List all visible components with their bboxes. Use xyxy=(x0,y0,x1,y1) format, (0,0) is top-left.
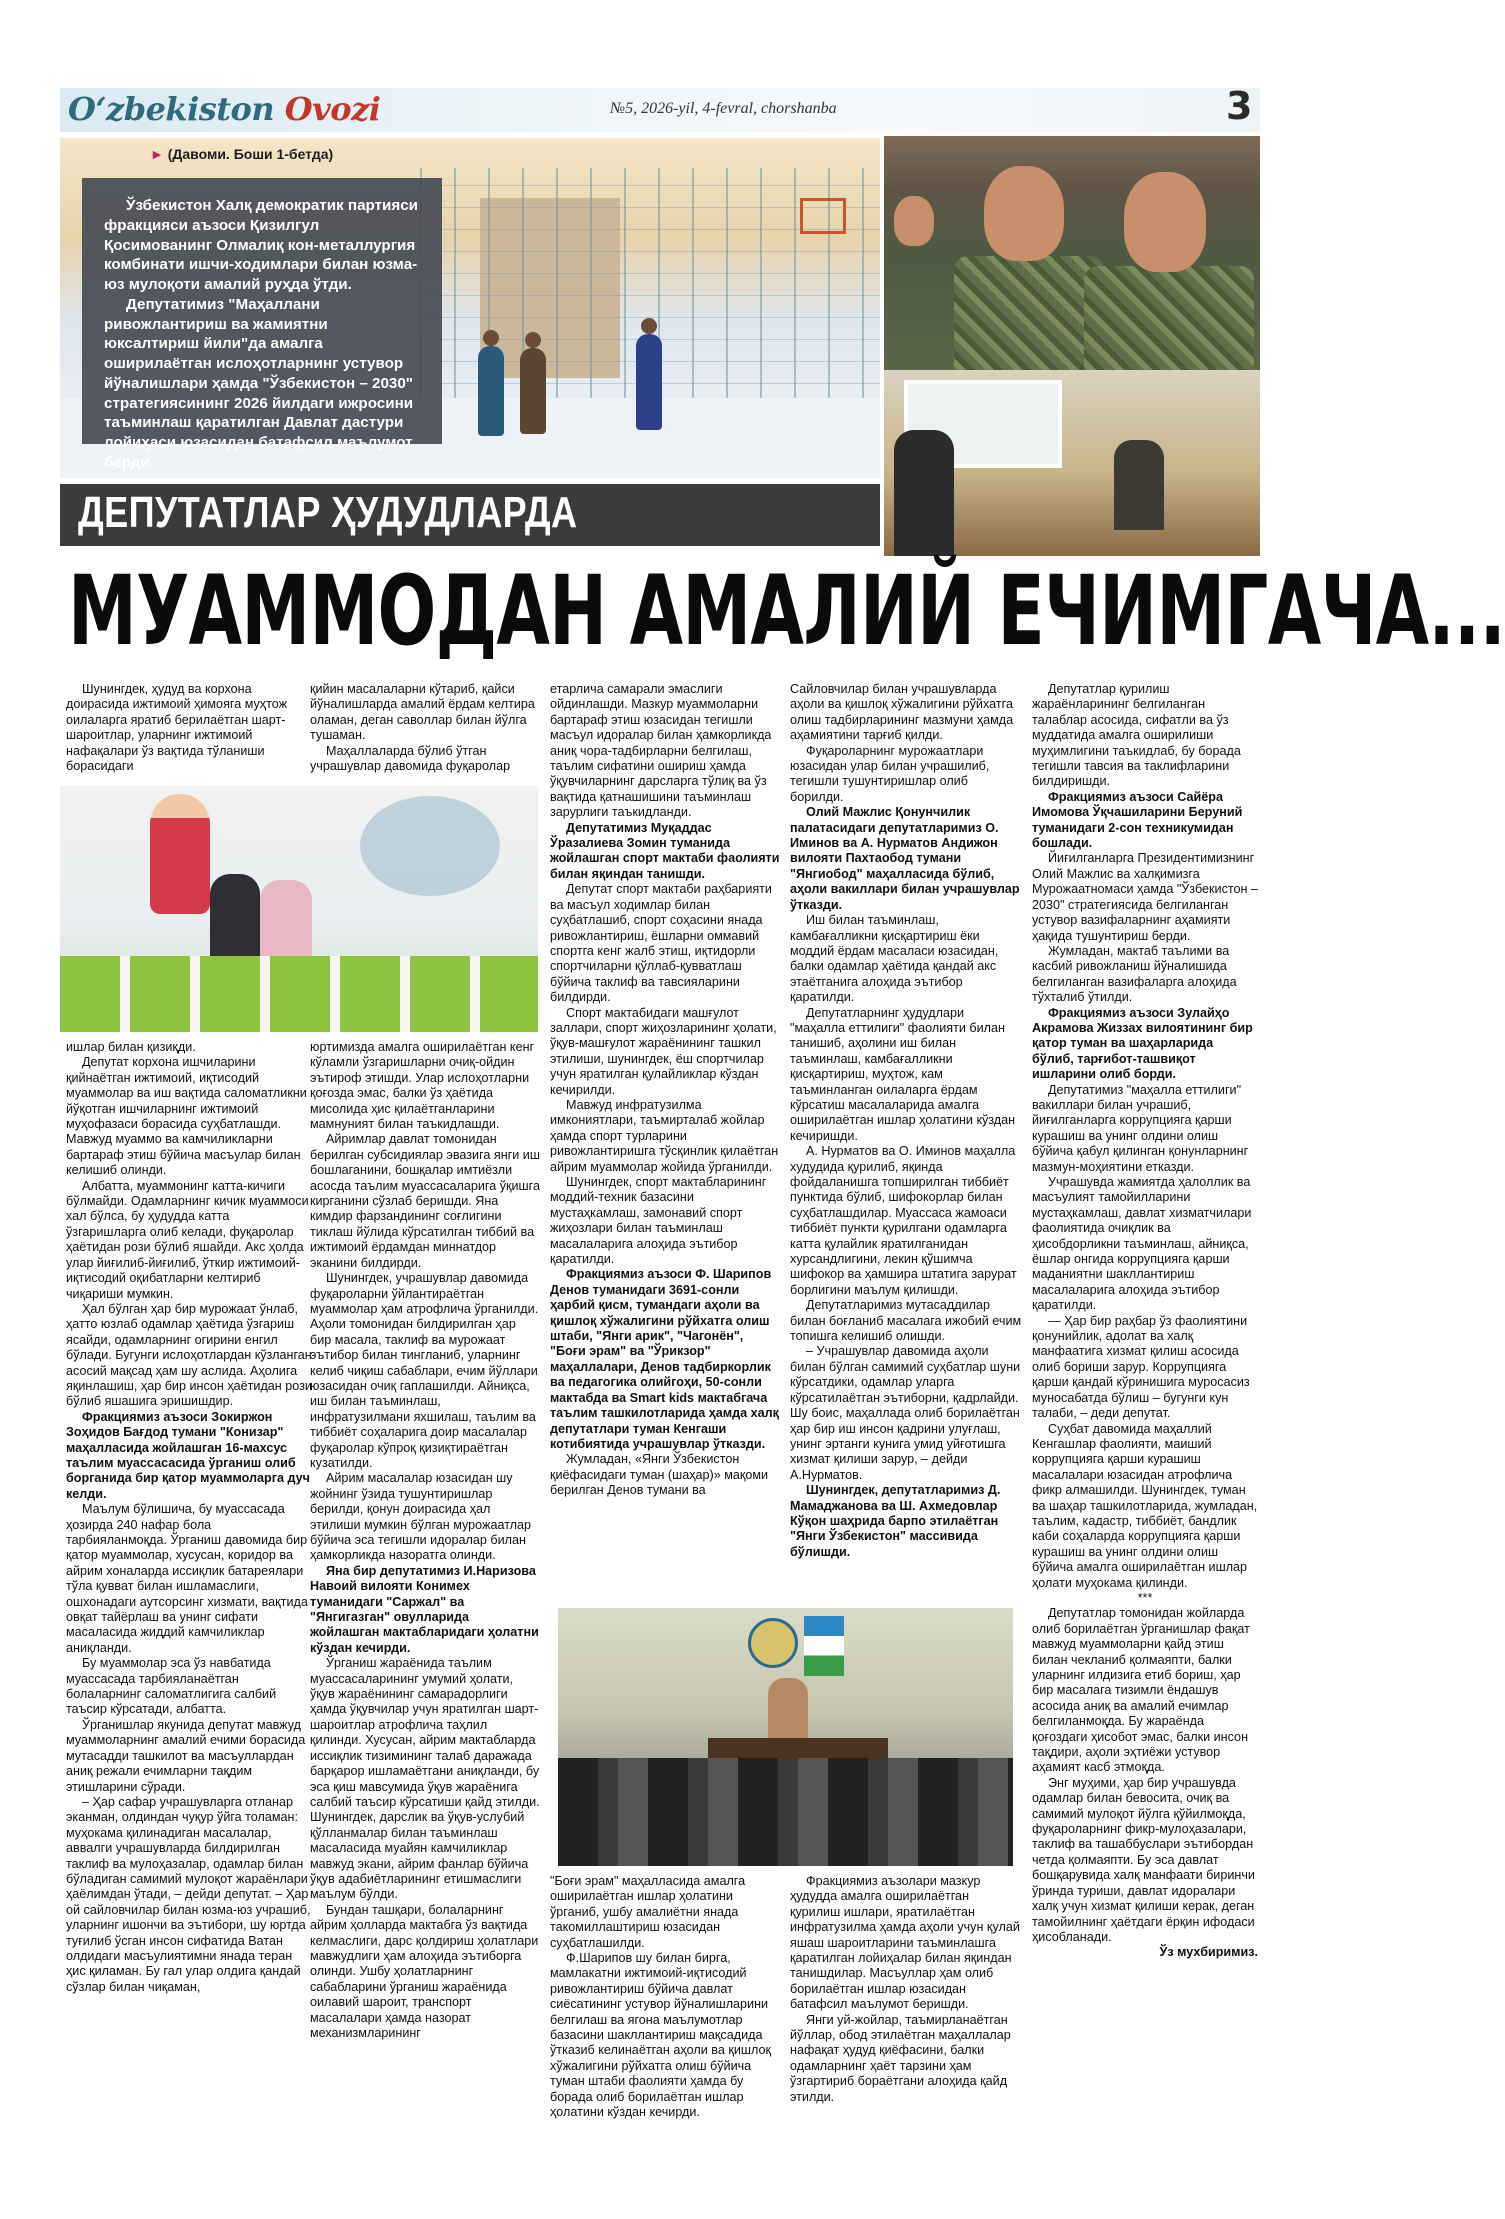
article-paragraph: Айримлар давлат томонидан берилган субсидиялар эвазига янги иш бошлаганини, бошқалар имтиёзли асосда таълим муассасаларига ўқишга кирганини сўзлаб беришди. Яна кимдир фарзандининг соғлигини тиклаш йўлида кўрсатилган тиббий ва ижтимоий ёрдамдан миннатдор эканини билдирди. xyxy=(310,1132,540,1270)
article-paragraph: Фракциямиз аъзолари мазкур ҳудудда амалга оширилаётган қурилиш ишлари, яратилаётган инфратузилма ҳамда аҳоли учун қулай яшаш шароитларини таъминлашга қаратилган лойиҳалар билан яқиндан танишдилар. Масъуллар ҳам олиб борилаётган ишлар юзасидан батафсил маълумот беришди. xyxy=(790,1874,1020,2012)
article-paragraph: Депутатимиз "маҳалла еттилиги" вакиллари билан учрашиб, йиғилганларга коррупцияга қарши курашиш ва унинг олдини олиш бўйича қабул қилинган қонунларнинг мазмун-моҳиятини етказди. xyxy=(1032,1082,1249,1174)
photo-audience xyxy=(558,1758,1013,1866)
logo-word-2: Ovozi xyxy=(284,90,381,128)
article-paragraph: Фуқароларнинг мурожаатлари юзасидан улар билан учрашилиб, тегишли тушунтиришлар олиб борилди. xyxy=(790,743,990,804)
column-2-top xyxy=(310,682,540,774)
article-paragraph: етарлича самарали эмаслиги ойдинлашди. Мазкур муаммоларни бартараф этиш юзасидан тегишли масъул идоралар билан ҳамкорликда аниқ чора-тадбирларни белгилаш, таълим сифатини ошириш ҳамда ўқувчиларнинг дарсларга тўлиқ ва ўз вақтида қатнашишини таъминлаш зарурлиги таъкидланди. xyxy=(550,682,772,820)
photo-person xyxy=(478,346,504,436)
article-paragraph: Ҳал бўлган ҳар бир мурожаат ўнлаб, ҳатто юзлаб одамлар ҳаётида ўзгариш ясайди, одамларнинг огирини енгил бўлади. Бугунги ислоҳотлардан кўзланган асосий мақсад ҳам шу аслида. Аҳолига яқинлашиш, ҳар бир инсон ҳаётидан рози бўлиб яшашига эришишдир. xyxy=(66,1301,312,1409)
article-paragraph: Бундан ташқари, болаларнинг айрим ҳолларда мактабга ўз вақтида келмаслиги, дарс қолдириш ҳолатлари мавжудлиги ҳам алоҳида эътиборга олинди. Ушбу ҳолатларнинг сабабларини ўрганиш жараёнида оилавий шароит, транспорт масалалари ҳамда назорат механизмларининг xyxy=(310,1902,539,2040)
article-paragraph: Шунингдек, депутатларимиз Д. Мамаджанова ва Ш. Ахмедовлар Кўқон шаҳрида барпо этилаётган "Янги Ўзбекистон" массивида бўлишди. xyxy=(790,1483,1001,1559)
column-1-bottom xyxy=(66,1040,312,1995)
page-number: 3 xyxy=(1226,84,1253,128)
photo-soldiers xyxy=(884,136,1260,406)
article-paragraph: Янги уй-жойлар, таъмирланаётган йўллар, обод этилаётган маҳаллалар нафақат ҳудуд қиёфасини, балки одамларнинг ҳаёт тарзини ҳам ўзгартириб бораётгани алоҳида қайд этилди. xyxy=(790,2012,1011,2104)
article-paragraph: Сайловчилар билан учрашувларда аҳоли ва қишлоқ хўжалигини рўйхатга олиш тадбирларининг мазмуни ҳамда аҳамиятини тарғиб қилди. xyxy=(790,682,1014,743)
article-paragraph: Ўрганиш жараёнида таълим муассасаларининг умумий ҳолати, ўқув жараёнининг самарадорлиги ҳамда ўқувчилар учун яратилган шарт-шароитлар атрофлича таҳлил қилинди. Хусусан, айрим мактабларда иссиқлик тизимининг талаб даражада барқарор ишламаётгани аниқланди, бу эса қиш мавсумида ўқув жараёнига салбий таъсир кўрсатиши қайд этилди. Шунингдек, дарслик ва ўқув-услубий қўлланмалар билан таъминлаш масаласида муайян камчиликлар мавжуд экани, айрим фанлар бўйича ўқув адабиётларининг етишмаслиги маълум бўлди. xyxy=(310,1656,540,1902)
article-paragraph: Шунингдек, спорт мактабларининг моддий-техник базасини мустаҳкамлаш, замонавий спорт жиҳозлари билан таъминлаш масалаларига алоҳида эътибор қаратилди. xyxy=(550,1175,767,1267)
photo-emblem xyxy=(748,1618,798,1668)
article-paragraph: Маълум бўлишича, бу муассасада ҳозирда 240 нафар бола тарбияланмоқда. Ўрганиш давомида бир қатор муаммолар, хусусан, коридор ва айрим хоналарда иссиқлик батареялари тўла қувват билан ишламаслиги, ошхонадаги аутсорсинг хизмати, вақтида овқат тайёрлаш ва унинг сифати масаласида жиддий камчиликлар аниқланди. xyxy=(66,1502,308,1655)
photo-face xyxy=(984,166,1064,261)
headline xyxy=(68,555,1505,667)
article-paragraph: юртимизда амалга оширилаётган кенг кўламли ўзгаришларни очиқ-ойдин эътироф этишди. Улар ислоҳотларни қоғозда эмас, балки ўз ҳаётида мисолида ҳис қилаётганларини мамнуният билан таъкидлашди. xyxy=(310,1040,535,1132)
article-paragraph: Ўз мухбиримиз. xyxy=(1159,1945,1258,1960)
lead-paragraph: Депутатимиз "Маҳаллани ривожлантириш ва жамиятни юксалтириш йили"да амалга оширилаётган ислоҳотларнинг устувор йўналишлари ҳамда "Ўзбекистон – 2030" стратегиясининг 2026 йилдаги ижросини таъминлаш қаратилган Давлат дастури лойиҳаси юзасидан батафсил маълумот берди. xyxy=(104,295,414,471)
article-paragraph: Энг муҳими, ҳар бир учрашувда одамлар билан бевосита, очиқ ва самимий мулоқот йўлга қўйилмоқда, фуқароларнинг фикр-мулоҳазалари, таклиф ва ташаббуслари эътибордан четда қолмаяпти. Бу эса давлат бошқарувида халқ манфаати биринчи ўринда туриши, давлат идоралари халқ учун хизмат қилиши керак, деган тамойилнинг ҳаётдаги ёрқин ифодаси ҳисобланади. xyxy=(1032,1775,1255,1944)
column-2-bottom xyxy=(310,1040,540,2041)
column-4-bottom xyxy=(790,1874,1022,2105)
article-paragraph: Мавжуд инфратузилма имкониятлари, таъмирталаб жойлар ҳамда спорт турларини ривожлантиришга тўсқинлик қилаётган айрим муаммолар жойида ўрганилди. xyxy=(550,1097,779,1174)
newspaper-logo[interactable] xyxy=(68,90,380,128)
photo-person xyxy=(1114,440,1164,530)
article-paragraph: *** xyxy=(1137,1590,1153,1605)
article-paragraph: Айрим масалалар юзасидан шу жойнинг ўзида тушунтиришлар берилди, қонун доирасида ҳал этилиши мумкин бўлган мурожаатлар бўйича эса тегишли идоралар билан ҳамкорликда назоратга олинди. xyxy=(310,1471,532,1563)
article-paragraph: Бу муаммолар эса ўз навбатида муассасада тарбияланаётган болаларнинг саломатлигига салбий таъсир кўрсатади, албатта. xyxy=(66,1656,277,1717)
article-paragraph: Албатта, муаммонинг катта-кичиги бўлмайди. Одамларнинг кичик муаммоси хал бўлса, бу ҳудудда катта ўзгаришларга олиб келади, фуқаролар ҳаётидан рози бўлиб яшайди. Акс ҳолда улар йиғилиб-йиғилиб, ўткир ижтимоий-иқтисодий оқибатларни келтириб чиқариши мумкин. xyxy=(66,1178,309,1301)
article-paragraph: "Боғи эрам" маҳалласида амалга оширилаётган ишлар ҳолатини ўрганиб, ушбу амалиётни янада такомиллаштириш юзасидан суҳбатлашилди. xyxy=(550,1874,746,1950)
photo-face xyxy=(1124,172,1206,272)
column-4 xyxy=(790,682,1022,1560)
photo-person xyxy=(894,430,954,556)
article-paragraph: қийин масалаларни кўтариб, қайси йўналишларда амалий ёрдам келтира оламан, деган саволлар билан йўлга тушаман. xyxy=(310,682,535,743)
kicker-text: ДЕПУТАТЛАР ҲУДУДЛАРДА xyxy=(78,488,578,537)
article-paragraph: Фракциямиз аъзоси Зокиржон Зоҳидов Бағдод тумани "Конизар" маҳалласида жойлашган 16-махсус таълим муассасасида ўрганиш олиб борганида бир қатор муаммоларга дуч келди. xyxy=(66,1409,310,1501)
photo-person xyxy=(636,334,662,430)
article-paragraph: ишлар билан қизиқди. xyxy=(66,1040,196,1054)
photo-cots xyxy=(60,956,538,1032)
article-paragraph: Иш билан таъминлаш, камбағалликни қисқартириш ёки моддий ёрдам масаласи юзасидан, балки одамлар ҳаётида қандай акс этаётганига алоҳида эътибор қаратилди. xyxy=(790,913,999,1005)
article-paragraph: — Ҳар бир раҳбар ўз фаолиятини қонунийлик, адолат ва халқ манфаатига хизмат қилиш асосида олиб бориши зарур. Коррупцияга қарши қандай кўринишига муросасиз муносабатда бўлиш – бугунги кун талаби, – деди депутат. xyxy=(1032,1313,1250,1421)
article-paragraph: Маҳаллаларда бўлиб ўтган учрашувлар давомида фуқаролар xyxy=(310,743,511,774)
article-paragraph: Депутат спорт мактаби раҳбарияти ва масъул ходимлар билан суҳбатлашиб, спорт соҳасини янада ривожлантириш, ёшларни оммавий спортга кенг жалб этиш, иқтидорли спортчиларни қўллаб-қувватлаш бўйича таклиф ва тавсияларини билдирди. xyxy=(550,882,772,1005)
article-paragraph: Жумладан, «Янги Ўзбекистон қиёфасидаги туман (шаҳар)» мақоми берилган Денов тумани ва xyxy=(550,1452,769,1498)
article-paragraph: Жумладан, мактаб таълими ва касбий ривожланиш йўналишида белгиланган вазифаларга алоҳида тўхталиб ўтилди. xyxy=(1032,943,1237,1005)
column-3-bottom xyxy=(550,1874,780,2121)
article-paragraph: Депутатлар қурилиш жараёнларининг белгиланган талаблар асосида, сифатли ва ўз муддатида амалга оширилиши муҳимлигини таъкидлаб, бу борада тегишли тавсия ва таклифларини билдиришди. xyxy=(1032,682,1241,789)
article-paragraph: Депутатларнинг ҳудудлари "маҳалла еттилиги" фаолияти билан танишиб, аҳолини иш билан таъминлаш, камбағалликни қисқартириш, муҳтож, кам таъминланган оилаларга ёрдам кўрсатиш масалаларида амалга оширилаётган ишлар ҳолатини кўздан кечиришди. xyxy=(790,1005,1016,1143)
article-paragraph: Депутатимиз Муқаддас Ўразалиева Зомин туманида жойлашган спорт мактаби фаолияти билан яқиндан танишди. xyxy=(550,820,780,881)
basketball-hoop xyxy=(800,198,846,234)
article-paragraph: Фракциямиз аъзоси Зулайҳо Акрамова Жиззах вилоятининг бир қатор туман ва шаҳарларида бўлиб, тарғибот-ташвиқот ишларини олиб борди. xyxy=(1032,1005,1253,1082)
photo-mural-doll xyxy=(150,794,210,914)
continued-label: (Давоми. Боши 1-бетда) xyxy=(167,146,334,162)
article-paragraph: Шунингдек, учрашувлар давомида фуқароларни ўйлантираётган муаммолар ҳам атрофлича ўрганилди. Аҳоли томонидан билдирилган ҳар бир масала, таклиф ва мурожаат эътибор билан тингланиб, уларнинг келиб чиқиш сабаблари, ечим йўллари юзасидан очиқ гаплашилди. Айниқса, иш билан таъминлаш, инфратузилмани яхшилаш, таълим ва тиббиёт соҳаларига доир масалалар фуқаролар кўпроқ қизиқтираётган кузатилди. xyxy=(310,1271,539,1470)
article-paragraph: Шунингдек, ҳудуд ва корхона доирасида ижтимоий ҳимояга муҳтож оилаларга яратиб берилаётган шарт-шароитлар, уларнинг ижтимоий нафақалари ўз вақтида тўланиши борасидаги xyxy=(66,682,288,774)
article-paragraph: Спорт мактабидаги машғулот заллари, спорт жиҳозларининг ҳолати, ўқув-машғулот жараёнининг ташкил этилиши, шунингдек, ёш спортчилар учун яратилган қулайликлар кўздан кечирилди. xyxy=(550,1005,777,1097)
triangle-icon: ► xyxy=(150,146,164,162)
section-kicker xyxy=(60,484,880,546)
logo-word-1: O‘zbekiston xyxy=(68,90,275,128)
article-paragraph: Фракциямиз аъзоси Ф. Шарипов Денов туманидаги 3691-сонли ҳарбий қисм, тумандаги аҳоли ва қишлоқ хўжалигини рўйхатга олиш штаби, "Янги арик", "Чагонён", "Боғи эрам" ва "Ўрикзор" маҳаллалари, Денов тадбиркорлик ва педагогика олийгоҳи, 50-сонли мактабда ва Smart kids мактабгача таълим ташкилотларида ҳамда халқ депутатлари туман Кенгаши котибиятида учрашувлар ўтказди. xyxy=(550,1267,779,1451)
column-1-top xyxy=(66,682,312,774)
article-paragraph: Олий Мажлис Қонунчилик палатасидаги депутатларимиз О. Иминов ва А. Нурматов Андижон вилояти Пахтаобод тумани "Янгиобод" маҳалласида бўлиб, аҳоли вакиллари билан учрашувлар ўтказди. xyxy=(790,805,1020,912)
photo-person xyxy=(520,348,546,434)
article-paragraph: Йиғилганларга Президентимизнинг Олий Мажлис ва халқимизга Мурожаатномаси ҳамда "Ўзбекистон – 2030" стратегиясида белгиланган устувор вазифаларнинг аҳамияти ҳақида тушунтириш берди. xyxy=(1032,851,1258,943)
article-paragraph: Депутат корхона ишчиларини қийнаётган ижтимоий, иқтисодий муаммолар ва иш вақтида саломатликни йўқотган ишчиларнинг ижтимоий муҳофазаси борасида суҳбатлашди. Мавжуд муаммо ва камчиликларни бартараф этиш бўйича масъулар билан келишиб олинди. xyxy=(66,1055,307,1178)
article-paragraph: Депутатларимиз мутасаддилар билан боғланиб масалага ижобий ечим топишга келишиб олишди. xyxy=(790,1298,1022,1344)
column-3 xyxy=(550,682,780,1499)
article-paragraph: – Ҳар сафар учрашувларга отланар эканман, олдиндан чуқур ўйга толаман: муҳокама қилинадиган масалалар, аввалги учрашувларда билдирилган таклиф ва мулоҳазалар, одамлар билан бўладиган самимий мулоқот жараёнлари ҳаёлимдан ўтади, – дейди депутат. – Ҳар ой сайловчилар билан юзма-юз учрашиб, уларнинг ишончи ва эътибори, шу юртда туғилиб ўсган инсон сифатида Ватан олдидаги масъулиятимни янада теран ҳис қиламан. Бу гал улар олдига қандай сўзлар билан чиқаман, xyxy=(66,1794,311,1994)
lead-box xyxy=(82,178,442,471)
lead-paragraph: Ўзбекистон Халқ демократик партияси фракцияси аъзоси Қизилгул Қосимованинг Олмалиқ кон-металлургия комбинати ишчи-ходимлари билан юзма-юз мулоқоти амалий руҳда ўтди. xyxy=(104,197,419,293)
article-paragraph: Фракциямиз аъзоси Сайёра Имомова Ўқчашиларини Беруний туманидаги 2-сон техникумидан бошлади. xyxy=(1032,789,1243,851)
article-paragraph: Депутатлар томонидан жойларда олиб борилаётган ўрганишлар фақат мавжуд муаммоларни қайд этиш билан чекланиб қолмаяпти, балки уларнинг илдизига етиб бориш, ҳар бир масалага тизимли ёндашув асосида аниқ ва амалий ечимлар белгиланмоқда. Бу жараёнда қоғоздаги ҳисобот эмас, балки инсон тақдири, аҳоли эҳтиёжи устувор аҳамият касб этмоқда. xyxy=(1032,1606,1250,1775)
headline-text: МУАММОДАН АМАЛИЙ ЕЧИМГАЧА... xyxy=(68,555,1505,667)
photo-meeting xyxy=(558,1608,1013,1866)
article-paragraph: Ўрганишлар якунида депутат мавжуд муаммоларнинг амалий ечими борасида мутасадди ташкилот ва масъуллардан аниқ режали ечимларни тақдим этишларини сўради. xyxy=(66,1717,306,1794)
article-paragraph: – Учрашувлар давомида аҳоли билан бўлган самимий суҳбатлар шуни кўрсатдики, одамлар уларга кўрсатилаётган эътиборни, қадрлайди. Шу боис, маҳаллада олиб борилаётган ҳар бир иш инсон қадрини улуғлаш, унинг эртанги кунига умид уйғотишга хизмат қилиши зарур, – дейди А.Нурматов. xyxy=(790,1344,1021,1482)
photo-kindergarten xyxy=(60,786,538,1032)
photo-flag xyxy=(804,1616,844,1676)
article-paragraph: Ф.Шарипов шу билан бирга, мамлакатни ижтимоий-иқтисодий ривожлантириш бўйича давлат сиёсатининг устувор йўналишларини белгилаш ва ягона маълумотлар базасини шакллантириш мақсадида ўтказиб келинаётган аҳоли ва қишлоқ хўжалигини рўйхатга олиш бўйича туман штаби фаолияти ҳамда бу борада олиб борилаётган ишлар ҳолатини кўздан кечирди. xyxy=(550,1951,771,2120)
article-paragraph: Суҳбат давомида маҳаллий Кенгашлар фаолияти, маиший коррупцияга қарши курашиш масалалари юзасидан атрофлича фикр алмашилди. Шунингдек, туман ва шаҳар ташкилотларида, жумладан, таълим, кадастр, тиббиёт, бандлик каби соҳаларда коррупцияга қарши курашиш ва унинг олдини олиш бўйича амалга оширилаётган ишлар ҳолати муҳокама қилинди. xyxy=(1032,1421,1258,1590)
article-paragraph: А. Нурматов ва О. Иминов маҳалла худудида қурилиб, яқинда фойдаланишга топширилган тиббиёт пунктида бўлиб, шифокорлар билан суҳбатлашдилар. Муассаса жамоаси тиббиёт пункти қурилгани одамларга катта қулайлик яратилганидан хурсандлигини, лекин қўшимча шифокор ва ҳамшира штатига зарурат борлигини маълум қилишди. xyxy=(790,1144,1017,1297)
issue-line: №5, 2026-yil, 4-fevral, chorshanba xyxy=(610,100,837,117)
column-5 xyxy=(1032,682,1258,1961)
photo-tree-mural xyxy=(360,796,500,896)
photo-classroom xyxy=(884,370,1260,556)
photo-face xyxy=(894,196,934,246)
article-paragraph: Яна бир депутатимиз И.Наризова Навоий вилояти Конимех туманидаги "Саржал" ва "Янгигазган" овулларида жойлашган мактабларидаги ҳолатни кўздан кечирди. xyxy=(310,1563,539,1655)
continued-note xyxy=(150,146,333,162)
article-paragraph: Учрашувда жамиятда ҳалоллик ва масъулият тамойилларини мустаҳкамлаш, давлат хизматчилари фаолиятида очиқлик ва ҳисобдорликни таъминлаш, айниқса, ёшлар онгида коррупцияга қарши маданиятни шакллантириш масалаларига алоҳида эътибор қаратилди. xyxy=(1032,1175,1252,1313)
